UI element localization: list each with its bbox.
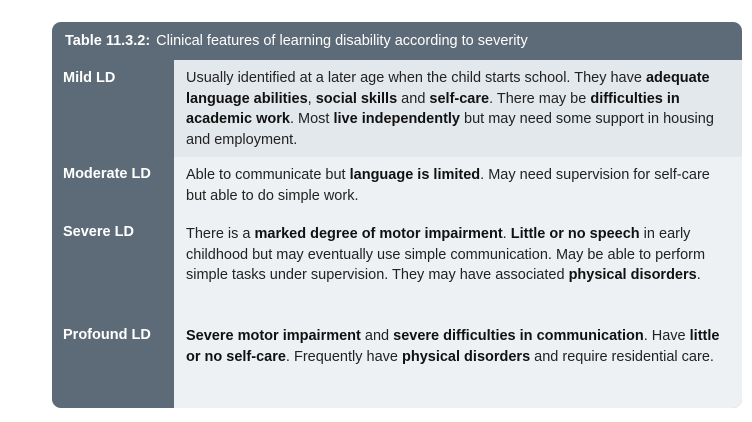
row-term: Profound LD bbox=[63, 327, 151, 343]
body-text: in early childhood but may eventually use simple communication. May be able to perform simple tasks under supervision. They may have associated bbox=[186, 226, 706, 283]
caption-label: Table 11.3.2: bbox=[65, 33, 151, 49]
emphasis-text: adequate language abilities bbox=[186, 70, 710, 107]
body-text: . There may be bbox=[489, 90, 591, 107]
emphasis-text: live independently bbox=[333, 111, 460, 127]
row-description bbox=[174, 214, 742, 318]
emphasis-text: self-care bbox=[429, 90, 490, 107]
row-description bbox=[174, 157, 742, 214]
table-body bbox=[52, 60, 742, 408]
body-text: . bbox=[696, 267, 701, 283]
emphasis-text: physical disorders bbox=[402, 348, 531, 365]
body-text: . Most bbox=[289, 111, 334, 127]
emphasis-text: difficulties in academic work bbox=[186, 90, 680, 127]
emphasis-text: marked degree of motor impairment bbox=[254, 226, 503, 242]
body-text: and bbox=[397, 90, 430, 107]
row-term: Mild LD bbox=[63, 70, 116, 86]
emphasis-text: language is limited bbox=[349, 167, 481, 183]
table-caption bbox=[52, 22, 742, 60]
caption-text: Clinical features of learning disability according to severity bbox=[156, 33, 528, 49]
body-text: . Frequently have bbox=[285, 348, 402, 365]
body-text: . May need supervision for self-care but able to do simple work. bbox=[186, 167, 710, 204]
body-text: and bbox=[360, 328, 394, 344]
severity-table bbox=[52, 22, 742, 408]
emphasis-text: Severe motor impairment bbox=[186, 328, 361, 344]
emphasis-text: social skills bbox=[315, 90, 398, 107]
row-description bbox=[174, 318, 742, 408]
body-text: . Have bbox=[643, 328, 690, 344]
table-row bbox=[52, 157, 742, 214]
body-text: Usually identified at a later age when the child starts school. They have bbox=[186, 70, 646, 86]
body-text: There is a bbox=[186, 226, 255, 242]
emphasis-text: little or no self-care bbox=[186, 328, 720, 365]
body-text: , bbox=[307, 90, 316, 107]
emphasis-text: severe difficulties in communication bbox=[393, 328, 644, 344]
table-row bbox=[52, 318, 742, 408]
row-description bbox=[174, 60, 742, 157]
row-term: Severe LD bbox=[63, 224, 134, 240]
row-term: Moderate LD bbox=[63, 166, 151, 182]
emphasis-text: physical disorders bbox=[568, 267, 697, 283]
body-text: Able to communicate but bbox=[186, 167, 350, 183]
body-text: and require residential care. bbox=[530, 348, 714, 365]
table-row bbox=[52, 214, 742, 318]
emphasis-text: Little or no speech bbox=[510, 226, 640, 242]
body-text: . bbox=[502, 226, 511, 242]
table-row bbox=[52, 60, 742, 157]
body-text: but may need some support in housing and employment. bbox=[186, 111, 714, 148]
